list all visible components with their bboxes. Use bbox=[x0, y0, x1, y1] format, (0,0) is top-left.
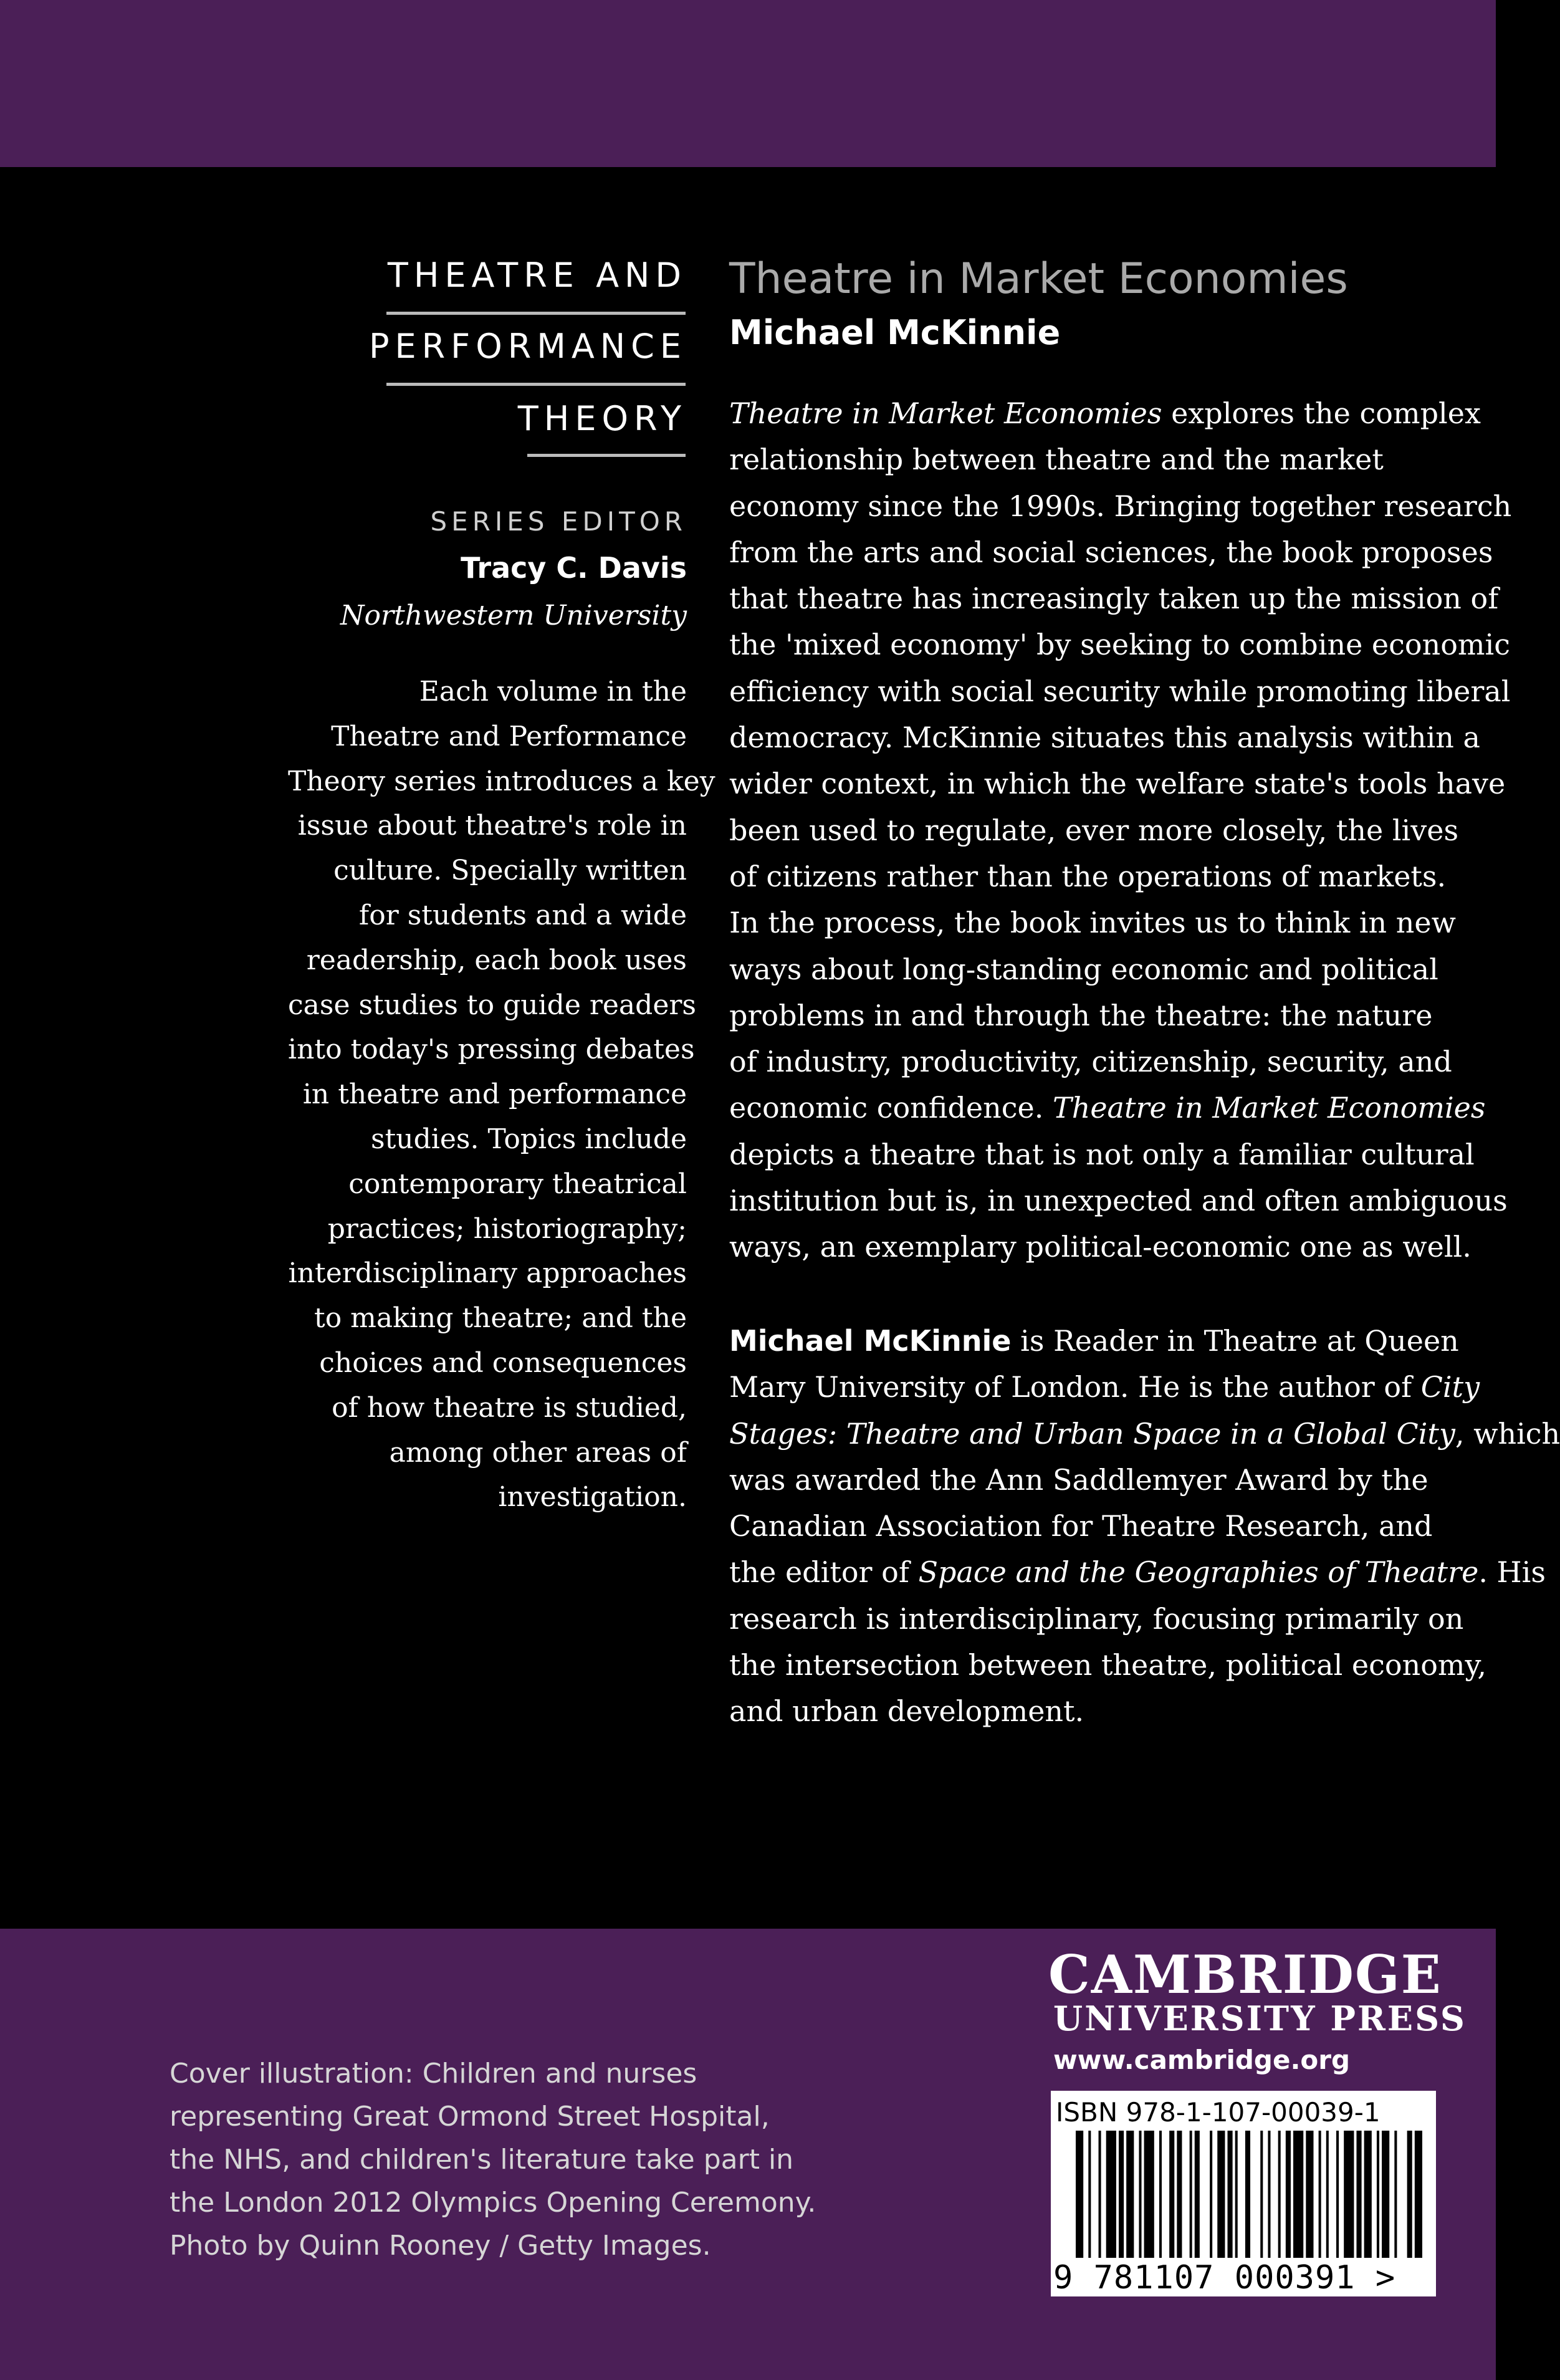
desc-text: explores the complex bbox=[1162, 396, 1481, 430]
series-editor-affiliation: Northwestern University bbox=[340, 600, 687, 631]
bio-text: . His bbox=[1478, 1555, 1546, 1590]
barcode-bar bbox=[1415, 2131, 1422, 2258]
desc-title-ref: Theatre in Market Economies bbox=[1053, 1091, 1486, 1125]
series-desc-line: Each volume in the bbox=[419, 676, 687, 708]
series-desc-line: among other areas of bbox=[389, 1436, 687, 1469]
barcode-bar bbox=[1159, 2131, 1162, 2258]
series-desc-line: case studies to guide readers bbox=[288, 989, 696, 1021]
isbn-label: ISBN 978-1-107-00039-1 bbox=[1056, 2097, 1381, 2128]
barcode-bar bbox=[1268, 2131, 1270, 2258]
series-desc-line: Theatre and Performance bbox=[331, 720, 687, 752]
desc-line: of citizens rather than the operations of markets. bbox=[729, 859, 1447, 893]
bio-title-ref: City bbox=[1420, 1370, 1480, 1404]
barcode-bars-icon bbox=[1076, 2131, 1422, 2258]
desc-line bbox=[729, 1085, 1486, 1131]
caption-line: representing Great Ormond Street Hospital, bbox=[170, 2101, 770, 2133]
barcode-bar bbox=[1382, 2131, 1389, 2258]
book-description bbox=[729, 390, 1512, 1270]
barcode-bar bbox=[1344, 2131, 1354, 2258]
series-desc-line: contemporary theatrical bbox=[348, 1168, 687, 1200]
book-author: Michael McKinnie bbox=[729, 313, 1061, 352]
desc-line: institution but is, in unexpected and often ambiguous bbox=[729, 1184, 1508, 1218]
series-desc-line: readership, each book uses bbox=[306, 944, 687, 976]
desc-line: wider context, in which the welfare state's tools have bbox=[729, 767, 1506, 801]
series-desc-line: Theory series introduces a key bbox=[288, 765, 715, 797]
barcode-bar bbox=[1088, 2131, 1091, 2258]
bio-text: the editor of bbox=[729, 1555, 919, 1590]
desc-line: from the arts and social sciences, the book proposes bbox=[729, 535, 1493, 569]
bio-author-name: Michael McKinnie bbox=[729, 1324, 1012, 1358]
series-desc-line: in theatre and performance bbox=[302, 1078, 687, 1111]
barcode-bar bbox=[1278, 2131, 1281, 2258]
barcode-bar bbox=[1394, 2131, 1397, 2258]
bio-line bbox=[729, 1411, 1560, 1457]
book-title: Theatre in Market Economies bbox=[729, 254, 1348, 304]
bio-text: is Reader in Theatre at Queen bbox=[1011, 1324, 1459, 1358]
desc-line: been used to regulate, ever more closely, the lives bbox=[729, 813, 1459, 847]
publisher-name: CAMBRIDGE bbox=[1048, 1944, 1442, 2005]
cover-caption bbox=[170, 2052, 816, 2267]
caption-line: the London 2012 Olympics Opening Ceremony. bbox=[170, 2187, 816, 2219]
series-desc-line: choices and consequences bbox=[319, 1346, 687, 1379]
barcode-bar bbox=[1139, 2131, 1141, 2258]
desc-line: democracy. McKinnie situates this analysis within a bbox=[729, 721, 1480, 755]
desc-line: ways about long-standing economic and political bbox=[729, 952, 1438, 986]
top-purple-band bbox=[0, 0, 1496, 167]
barcode-bar bbox=[1144, 2131, 1154, 2258]
desc-title-ref: Theatre in Market Economies bbox=[729, 396, 1162, 430]
series-description bbox=[288, 669, 715, 1520]
bio-title-ref: Space and the Geographies of Theatre bbox=[918, 1555, 1479, 1590]
bio-title-ref: Stages: Theatre and Urban Space in a Global City bbox=[729, 1416, 1455, 1451]
barcode-bar bbox=[1195, 2131, 1200, 2258]
barcode-bar bbox=[1099, 2131, 1101, 2258]
barcode-bar bbox=[1190, 2131, 1192, 2258]
bio-text: Mary University of London. He is the author of bbox=[729, 1370, 1421, 1404]
series-desc-line: to making theatre; and the bbox=[314, 1302, 687, 1335]
series-editor-name: Tracy C. Davis bbox=[461, 551, 687, 585]
desc-text: economic confidence. bbox=[729, 1091, 1053, 1125]
desc-line: ways, an exemplary political-economic one as well. bbox=[729, 1230, 1471, 1264]
bio-line bbox=[729, 1549, 1546, 1595]
barcode-bar bbox=[1356, 2131, 1361, 2258]
series-title-line-1: THEATRE AND bbox=[387, 256, 687, 295]
publisher-subname: UNIVERSITY PRESS bbox=[1053, 1999, 1467, 2038]
desc-line: problems in and through the theatre: the nature bbox=[729, 998, 1433, 1032]
barcode-bar bbox=[1106, 2131, 1116, 2258]
series-rule-1 bbox=[386, 312, 686, 315]
barcode-bar bbox=[1210, 2131, 1212, 2258]
series-editor-label: SERIES EDITOR bbox=[430, 506, 687, 537]
series-desc-line: studies. Topics include bbox=[371, 1123, 687, 1155]
desc-line: efficiency with social security while promoting liberal bbox=[729, 674, 1511, 708]
series-desc-line: issue about theatre's role in bbox=[297, 810, 687, 842]
caption-line: the NHS, and children's literature take part in bbox=[170, 2144, 794, 2176]
desc-line: that theatre has increasingly taken up the mission of bbox=[729, 582, 1499, 616]
series-desc-line: into today's pressing debates bbox=[288, 1034, 695, 1066]
barcode-bar bbox=[1169, 2131, 1174, 2258]
barcode-bar bbox=[1319, 2131, 1321, 2258]
desc-line: the 'mixed economy' by seeking to combine economic bbox=[729, 628, 1511, 662]
barcode-bar bbox=[1306, 2131, 1313, 2258]
publisher-url: www.cambridge.org bbox=[1053, 2045, 1351, 2075]
bio-line: the intersection between theatre, political economy, bbox=[729, 1648, 1487, 1682]
barcode-bar bbox=[1217, 2131, 1225, 2258]
series-desc-line: investigation. bbox=[498, 1481, 687, 1514]
series-desc-line: culture. Specially written bbox=[333, 855, 687, 887]
caption-line: Photo by Quinn Rooney / Getty Images. bbox=[170, 2230, 711, 2262]
desc-line: relationship between theatre and the market bbox=[729, 443, 1384, 477]
series-desc-line: practices; historiography; bbox=[327, 1212, 687, 1245]
desc-line bbox=[729, 390, 1481, 436]
barcode-bar bbox=[1076, 2131, 1083, 2258]
barcode-bar bbox=[1377, 2131, 1379, 2258]
barcode-bar bbox=[1119, 2131, 1124, 2258]
series-title-line-3: THEORY bbox=[517, 399, 687, 438]
author-bio bbox=[729, 1318, 1560, 1735]
caption-line: Cover illustration: Children and nurses bbox=[170, 2058, 697, 2090]
series-desc-line: for students and a wide bbox=[358, 899, 687, 931]
bio-line: was awarded the Ann Saddlemyer Award by the bbox=[729, 1462, 1428, 1497]
desc-line: In the process, the book invites us to think in new bbox=[729, 906, 1456, 940]
desc-line: economy since the 1990s. Bringing together research bbox=[729, 489, 1512, 523]
bio-line bbox=[729, 1364, 1480, 1410]
barcode-bar bbox=[1228, 2131, 1233, 2258]
barcode-bar bbox=[1336, 2131, 1339, 2258]
barcode-bar bbox=[1326, 2131, 1329, 2258]
series-desc-line: of how theatre is studied, bbox=[332, 1391, 687, 1424]
barcode-bar bbox=[1364, 2131, 1372, 2258]
series-title-line-2: PERFORMANCE bbox=[368, 327, 687, 366]
bio-line: research is interdisciplinary, focusing primarily on bbox=[729, 1601, 1464, 1636]
barcode-bar bbox=[1293, 2131, 1303, 2258]
bio-text: , which bbox=[1455, 1416, 1560, 1451]
barcode-bar bbox=[1286, 2131, 1291, 2258]
bio-line bbox=[729, 1318, 1471, 1364]
barcode-digits: 9 781107 000391 > bbox=[1053, 2259, 1396, 2296]
barcode-bar bbox=[1245, 2131, 1250, 2258]
desc-line: of industry, productivity, citizenship, security, and bbox=[729, 1045, 1452, 1079]
barcode-bar bbox=[1260, 2131, 1263, 2258]
bio-line: Canadian Association for Theatre Research, and bbox=[729, 1509, 1433, 1543]
bio-line: and urban development. bbox=[729, 1694, 1084, 1729]
series-desc-line: interdisciplinary approaches bbox=[288, 1257, 687, 1290]
barcode-bar bbox=[1126, 2131, 1134, 2258]
isbn-barcode bbox=[1051, 2091, 1436, 2296]
barcode-bar bbox=[1407, 2131, 1412, 2258]
barcode-bar bbox=[1177, 2131, 1182, 2258]
series-rule-2 bbox=[386, 383, 686, 386]
barcode-bar bbox=[1235, 2131, 1238, 2258]
desc-line: depicts a theatre that is not only a familiar cultural bbox=[729, 1137, 1475, 1171]
series-rule-3 bbox=[527, 454, 686, 457]
